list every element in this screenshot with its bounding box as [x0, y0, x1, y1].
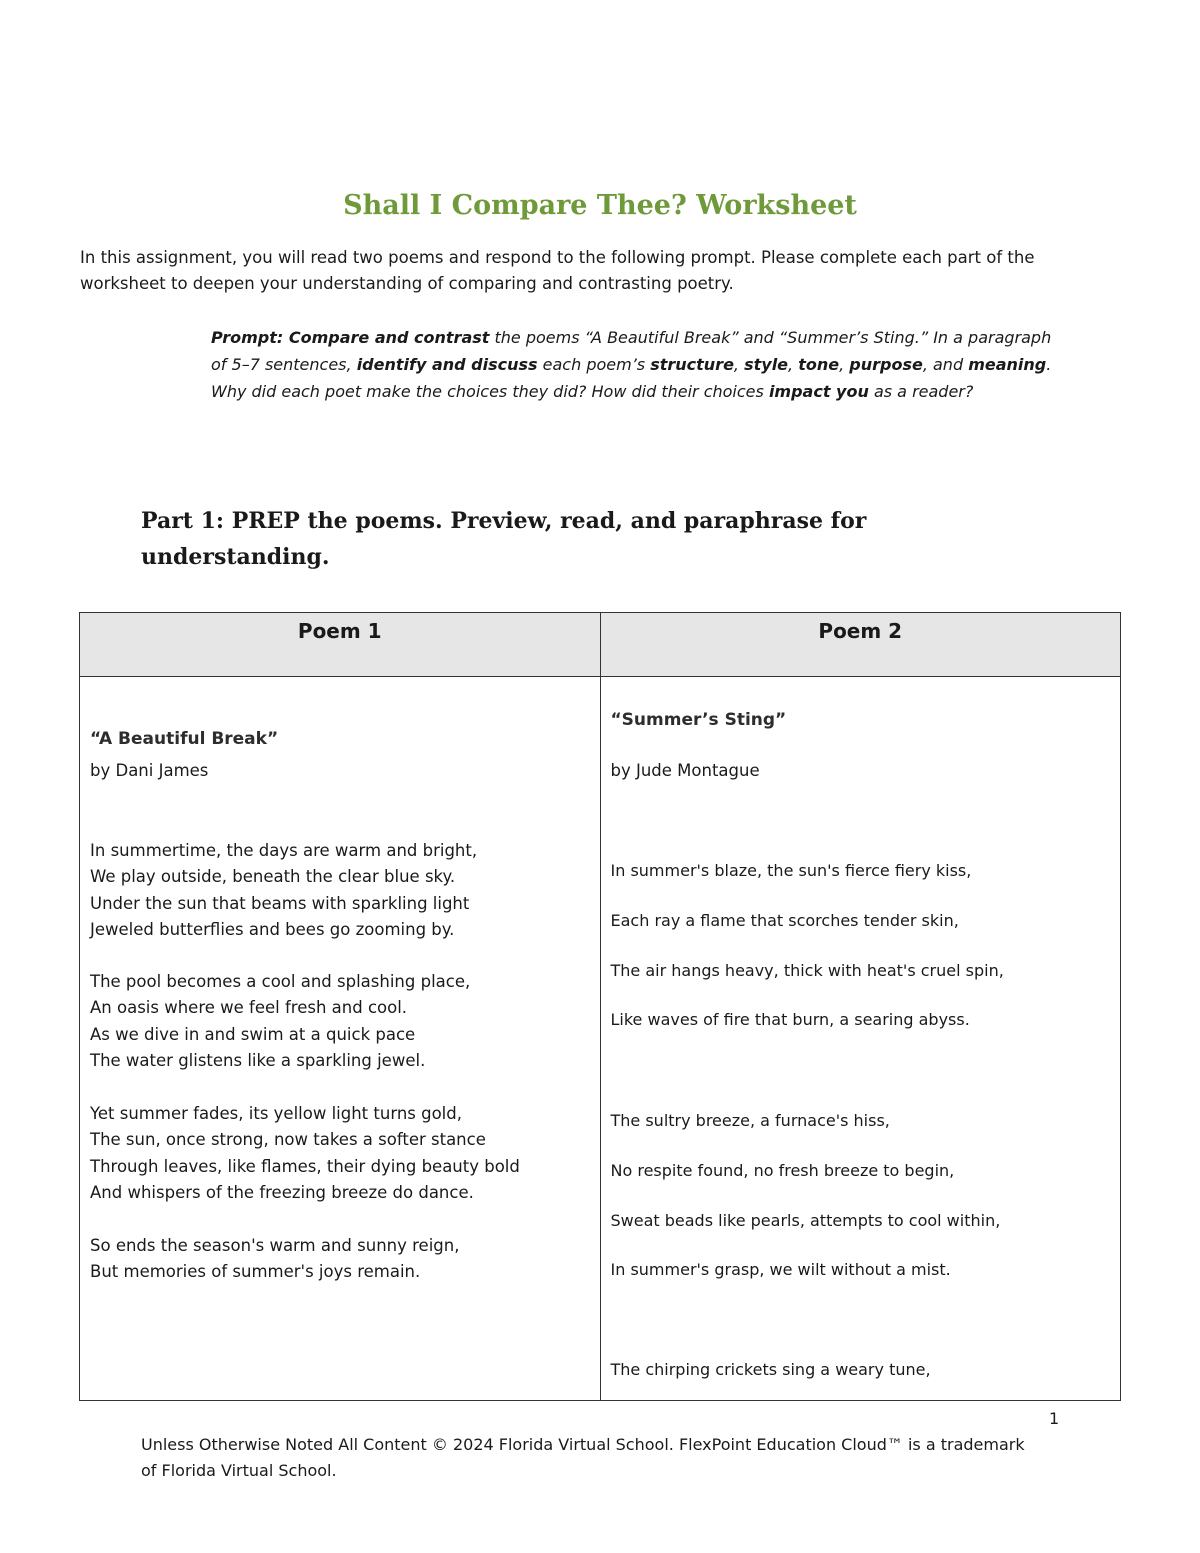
part1-heading: Part 1: PREP the poems. Preview, read, and paraphrase for understanding.: [141, 508, 867, 570]
poem-line: No respite found, no fresh breeze to begin,: [610, 1161, 955, 1180]
poem-line: In summer's blaze, the sun's fierce fiery kiss,: [610, 861, 972, 880]
poem-line: But memories of summer's joys remain.: [90, 1262, 421, 1282]
poem-line: The water glistens like a sparkling jewel.: [90, 1050, 426, 1070]
poem1-stanza: [90, 969, 470, 1074]
poem-line: Each ray a flame that scorches tender skin,: [610, 911, 959, 930]
poem-line: The chirping crickets sing a weary tune,: [610, 1360, 931, 1379]
poem-line: Jeweled butterflies and bees go zooming by.: [90, 919, 455, 939]
poem-line: So ends the season's warm and sunny reign,: [90, 1236, 460, 1255]
poem-line: An oasis where we feel fresh and cool.: [90, 998, 408, 1018]
copyright-footer: Unless Otherwise Noted All Content © 2024 Florida Virtual School. FlexPoint Education Cloud™ is a trademark of Florida Virtual School.: [141, 1435, 1025, 1480]
poem1-title: “A Beautiful Break”: [90, 729, 279, 749]
poem-line: Through leaves, like flames, their dying beauty bold: [90, 1156, 520, 1176]
poem1-author: by Dani James: [90, 761, 209, 780]
poem-line: The pool becomes a cool and splashing place,: [90, 972, 471, 991]
poem-line: The air hangs heavy, thick with heat's cruel spin,: [610, 961, 1004, 980]
poem-line: Under the sun that beams with sparkling light: [90, 893, 470, 913]
poem1-stanza: [90, 1101, 520, 1206]
poem-line: In summer's grasp, we wilt without a mist.: [610, 1260, 951, 1279]
poem1-header: Poem 1: [80, 613, 601, 677]
poem-line: The sultry breeze, a furnace's hiss,: [610, 1111, 890, 1130]
poem-line: Like waves of fire that burn, a searing abyss.: [610, 1010, 970, 1029]
poem2-header: Poem 2: [600, 613, 1121, 677]
poem2-cell: [600, 677, 1121, 1401]
poem-line: As we dive in and swim at a quick pace: [90, 1024, 416, 1044]
poem-line: The sun, once strong, now takes a softer stance: [90, 1130, 486, 1150]
poem2-title: “Summer’s Sting”: [610, 710, 787, 730]
poem-line: In summertime, the days are warm and bright,: [90, 841, 478, 860]
poem1-stanza: [90, 838, 477, 943]
poems-table: [79, 612, 1121, 1401]
intro-paragraph: In this assignment, you will read two poems and respond to the following prompt. Please complete each part of the worksheet to deepen your understanding of comparing and contrasting poetry.: [80, 248, 1035, 293]
poem1-stanza: [90, 1233, 459, 1286]
page-number: 1: [1049, 1409, 1060, 1428]
prompt-paragraph: Prompt: Compare and contrast the poems “A Beautiful Break” and “Summer’s Sting.” In a paragraph of 5–7 sentences, identify and discuss each poem’s structure, style, tone, purpose, and meaning. Why did each poet make the choices they did? How did their choices impact you as a reader?: [211, 328, 1052, 401]
poem-line: We play outside, beneath the clear blue sky.: [90, 867, 456, 887]
poem-line: And whispers of the freezing breeze do dance.: [90, 1182, 474, 1202]
poem-line: Sweat beads like pearls, attempts to cool within,: [610, 1211, 1001, 1230]
poem1-cell: [80, 677, 601, 1401]
page-title: Shall I Compare Thee? Worksheet: [343, 190, 857, 221]
poem-line: Yet summer fades, its yellow light turns gold,: [90, 1104, 462, 1123]
poem2-author: by Jude Montague: [610, 761, 760, 780]
